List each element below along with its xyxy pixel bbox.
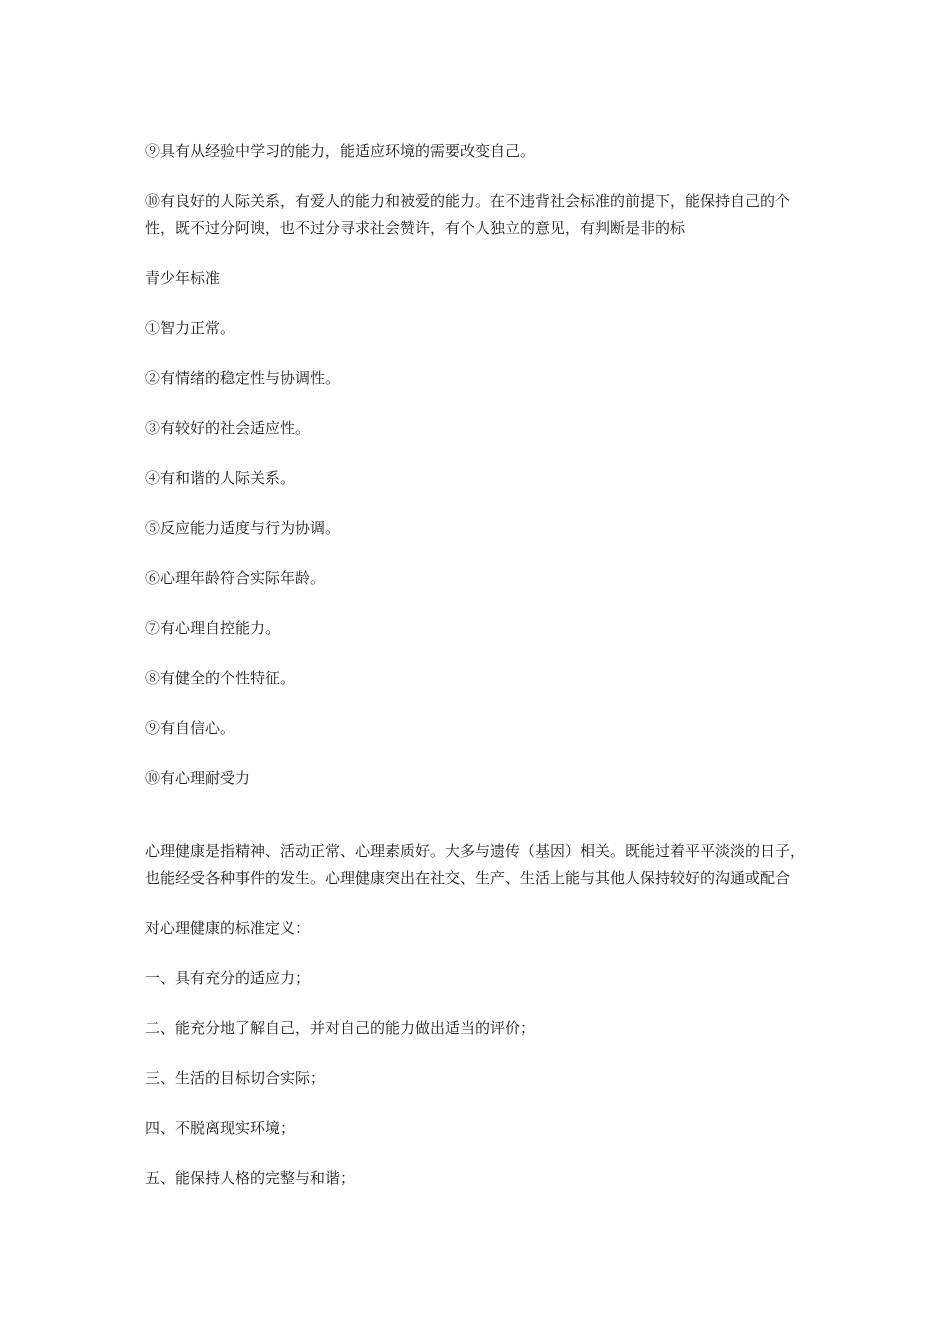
youth-standard-item: ②有情绪的稳定性与协调性。 bbox=[145, 369, 341, 387]
youth-standard-item: ⑤反应能力适度与行为协调。 bbox=[145, 519, 341, 537]
youth-standard-item: ⑩有心理耐受力 bbox=[145, 769, 251, 787]
youth-standard-item: ③有较好的社会适应性。 bbox=[145, 419, 311, 437]
youth-standard-item: ①智力正常。 bbox=[145, 319, 236, 337]
definition-heading: 对心理健康的标准定义： bbox=[145, 919, 311, 937]
definition-intro: 心理健康是指精神、活动正常、心理素质好。大多与遗传（基因）相关。既能过着平平淡淡的日子，也能经受各种事件的发生。心理健康突出在社交、生产、生活上能与其他人保持较好的沟通或配合 bbox=[145, 842, 806, 887]
youth-standard-item: ⑨有自信心。 bbox=[145, 719, 236, 737]
definition-item: 一、具有充分的适应力； bbox=[145, 969, 311, 987]
definition-item: 五、能保持人格的完整与和谐； bbox=[145, 1169, 356, 1187]
document-body bbox=[145, 138, 810, 1215]
definition-item: 三、生活的目标切合实际； bbox=[145, 1069, 326, 1087]
section-spacer bbox=[145, 815, 810, 838]
paragraph-item-9: ⑨具有从经验中学习的能力，能适应环境的需要改变自己。 bbox=[145, 142, 536, 160]
youth-standard-item: ⑧有健全的个性特征。 bbox=[145, 669, 296, 687]
youth-standard-item: ④有和谐的人际关系。 bbox=[145, 469, 296, 487]
youth-standard-item: ⑥心理年龄符合实际年龄。 bbox=[145, 569, 326, 587]
definition-item: 四、不脱离现实环境； bbox=[145, 1119, 296, 1137]
youth-standard-heading: 青少年标准 bbox=[145, 269, 221, 287]
youth-standard-item: ⑦有心理自控能力。 bbox=[145, 619, 281, 637]
definition-item: 二、能充分地了解自己，并对自己的能力做出适当的评价； bbox=[145, 1019, 536, 1037]
paragraph-item-10: ⑩有良好的人际关系，有爱人的能力和被爱的能力。在不违背社会标准的前提下，能保持自己的个性，既不过分阿谀，也不过分寻求社会赞许，有个人独立的意见，有判断是非的标 bbox=[145, 192, 791, 237]
